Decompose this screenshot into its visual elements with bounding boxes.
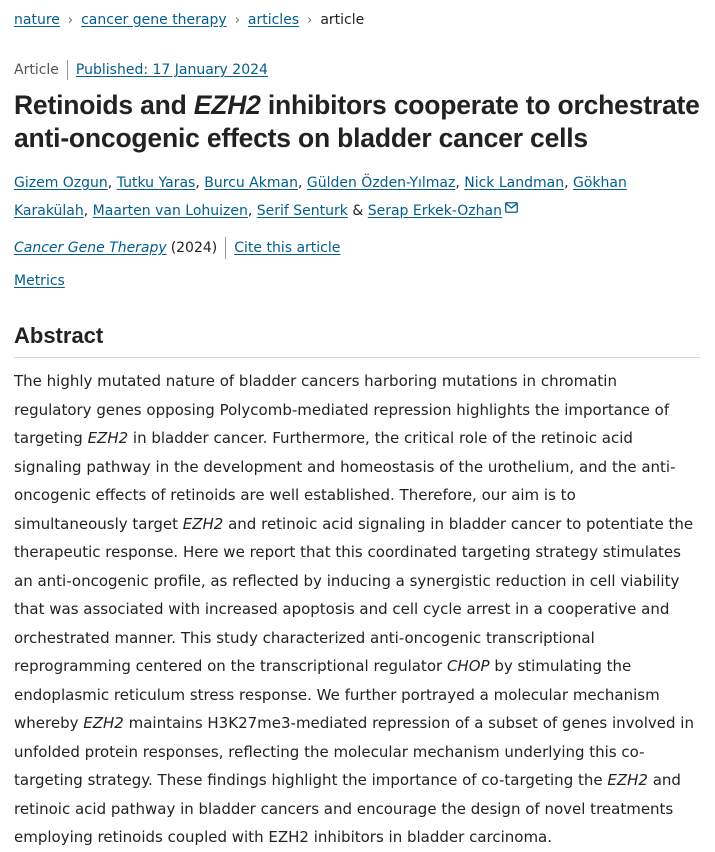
author-separator: , [83,203,93,219]
author-link[interactable]: Gülden Özden-Yılmaz [306,175,456,191]
cite-article-link[interactable]: Cite this article [234,240,341,256]
author-separator: , [107,175,117,191]
title-gene: EZH2 [193,90,261,120]
abstract-text [14,367,694,852]
breadcrumb-current: article [320,12,365,28]
author-link[interactable]: Gökhan Karakülah [14,175,627,219]
abstract-segment: and retinoic acid signaling in bladder cancer to potentiate the therapeutic response. Here we report that this coordinated targeting strategy stimulates an anti-oncogenic profile, as reflected by inducing a synergistic reduction in cell viability that was associated with increased apoptosis and cell cycle arrest in a cooperative and orchestrated manner. This study characterized anti-oncogenic transcriptional reprogramming centered on the transcriptional regulator [14,514,694,675]
gene-name: EZH2 [83,714,124,732]
metrics-link[interactable]: Metrics [14,273,65,289]
chevron-right-icon: › [67,12,74,28]
published-date-link[interactable]: Published: 17 January 2024 [75,62,268,78]
gene-name: CHOP [446,657,490,675]
gene-name: EZH2 [607,771,648,789]
breadcrumb [14,0,700,40]
chevron-right-icon: › [234,12,240,28]
author-link[interactable]: Serif Senturk [256,203,348,219]
abstract-segment: by stimulating the endoplasmic reticulum stress response. We further portrayed a molecular mechanism whereby [14,657,660,732]
divider [225,237,226,259]
gene-name: EZH2 [87,429,129,447]
author-separator: , [195,175,205,191]
author-separator: , [564,175,574,191]
article-title [14,89,700,155]
title-part-1: Retinoids and [14,90,194,120]
author-link[interactable]: Nick Landman [464,175,565,191]
abstract-segment: and retinoic acid pathway in bladder cancers and encourage the design of novel treatments employing retinoids coupled with EZH2 inhibitors in bladder carcinoma. [14,771,681,846]
citation-line [14,237,700,259]
author-separator: , [297,175,307,191]
author-link[interactable]: Tutku Yaras [116,175,196,191]
author-link[interactable]: Burcu Akman [204,175,298,191]
breadcrumb-cancer-gene-therapy[interactable]: cancer gene therapy [81,12,227,28]
author-link[interactable]: Serap Erkek-Ozhan [367,203,502,219]
publication-year: (2024) [170,240,218,256]
author-and: & [347,203,368,219]
divider [67,60,68,80]
abstract-segment: maintains H3K27me3-mediated repression of a subset of genes involved in unfolded protein responses, reflecting the molecular mechanism underlying this co-targeting strategy. These findings highlight the importance of co-targeting the [14,714,694,789]
article-type: Article [14,62,59,78]
abstract-segment: The highly mutated nature of bladder cancers harboring mutations in chromatin regulatory genes opposing Polycomb-mediated repression highlights the importance of targeting [14,372,670,447]
abstract-segment: in bladder cancer. Furthermore, the critical role of the retinoic acid signaling pathway in the development and homeostasis of the urothelium, and the anti-oncogenic effects of retinoids are well established. Therefore, our aim is to simultaneously target [14,429,676,533]
author-link[interactable]: Maarten van Lohuizen [92,203,248,219]
journal-link[interactable]: Cancer Gene Therapy [14,240,167,256]
article-meta [14,60,700,80]
author-link[interactable]: Gizem Ozgun [14,175,108,191]
chevron-right-icon: › [307,12,313,28]
author-separator: , [455,175,465,191]
author-separator: , [247,203,257,219]
envelope-icon[interactable] [505,202,518,213]
abstract-heading: Abstract [14,323,700,358]
breadcrumb-articles[interactable]: articles [247,12,300,28]
title-part-2: inhibitors cooperate to orchestrate anti-oncogenic effects on bladder cancer cells [14,90,700,153]
breadcrumb-nature[interactable]: nature [14,12,60,28]
author-list [14,169,700,225]
gene-name: EZH2 [182,514,224,533]
